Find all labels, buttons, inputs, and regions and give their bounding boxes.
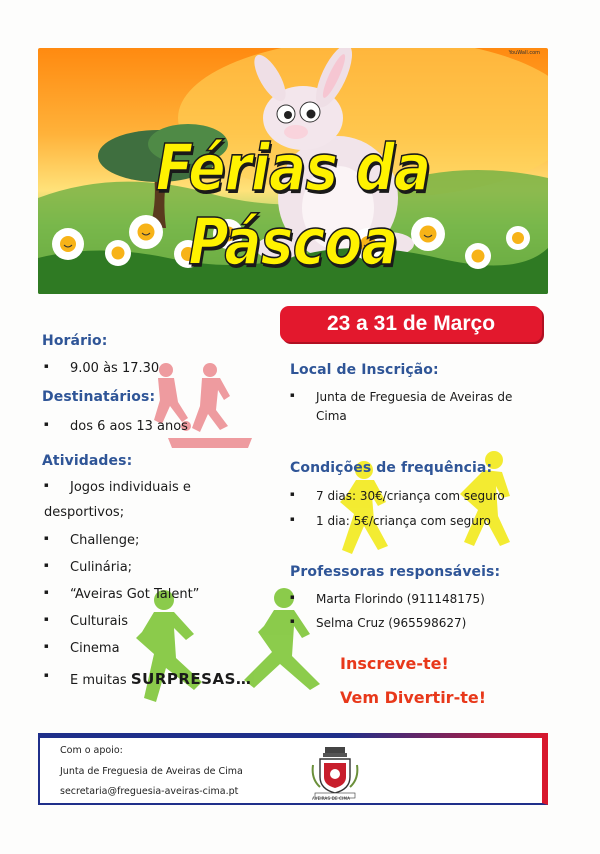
local-line: ▪ Junta de Freguesia de Aveiras de — [316, 390, 512, 404]
cta-divertir: Vem Divertir-te! — [340, 688, 486, 707]
atividade-item-continuation: desportivos; — [44, 505, 125, 520]
poster-title: Férias da Páscoa — [155, 132, 431, 280]
footer-email: secretaria@freguesia-aveiras-cima.pt — [60, 786, 239, 797]
date-badge: 23 a 31 de Março — [280, 306, 542, 342]
local-line-continuation: Cima — [316, 409, 347, 423]
surpresas-prefix: E muitas — [70, 673, 131, 688]
banner-credit: YouWall.com — [508, 50, 540, 56]
cta-inscreve: Inscreve-te! — [340, 654, 449, 673]
atividade-item: ▪ Culturais — [70, 614, 128, 629]
atividade-item: ▪ Culinária; — [70, 560, 132, 575]
pink-football-silhouette — [148, 362, 258, 452]
atividade-item: ▪ Jogos individuais e — [70, 480, 191, 495]
green-running-silhouettes — [134, 584, 324, 714]
destinatarios-value: ▪ dos 6 aos 13 anos — [70, 419, 188, 434]
footer-accent-bar — [38, 733, 548, 738]
local-heading: Local de Inscrição: — [290, 362, 439, 378]
crest-label: AVEIRAS DE CIMA — [312, 796, 351, 801]
professora-item: ▪ Selma Cruz (965598627) — [316, 616, 466, 630]
footer-apoio: Com o apoio: — [60, 745, 123, 756]
professoras-heading: Professoras responsáveis: — [290, 564, 501, 580]
horario-heading: Horário: — [42, 333, 108, 349]
horario-value: ▪ 9.00 às 17.30 — [70, 361, 159, 376]
banner-image — [38, 48, 548, 294]
destinatarios-heading: Destinatários: — [42, 389, 156, 405]
condicao-item: ▪ 7 dias: 30€/criança com seguro — [316, 489, 505, 503]
atividade-item-surpresas — [70, 670, 251, 688]
atividade-item: ▪ “Aveiras Got Talent” — [70, 587, 199, 602]
condicao-item: ▪ 1 dia: 5€/criança com seguro — [316, 514, 491, 528]
condicoes-heading: Condições de frequência: — [290, 460, 493, 476]
footer-entity: Junta de Freguesia de Aveiras de Cima — [60, 766, 243, 777]
municipality-crest-icon — [310, 745, 360, 801]
surpresas-emphasis: SURPRESAS… — [130, 670, 252, 688]
atividades-heading: Atividades: — [42, 453, 133, 469]
atividade-item: ▪ Cinema — [70, 641, 120, 656]
professora-item: ▪ Marta Florindo (911148175) — [316, 592, 485, 606]
atividade-item: ▪ Challenge; — [70, 533, 139, 548]
